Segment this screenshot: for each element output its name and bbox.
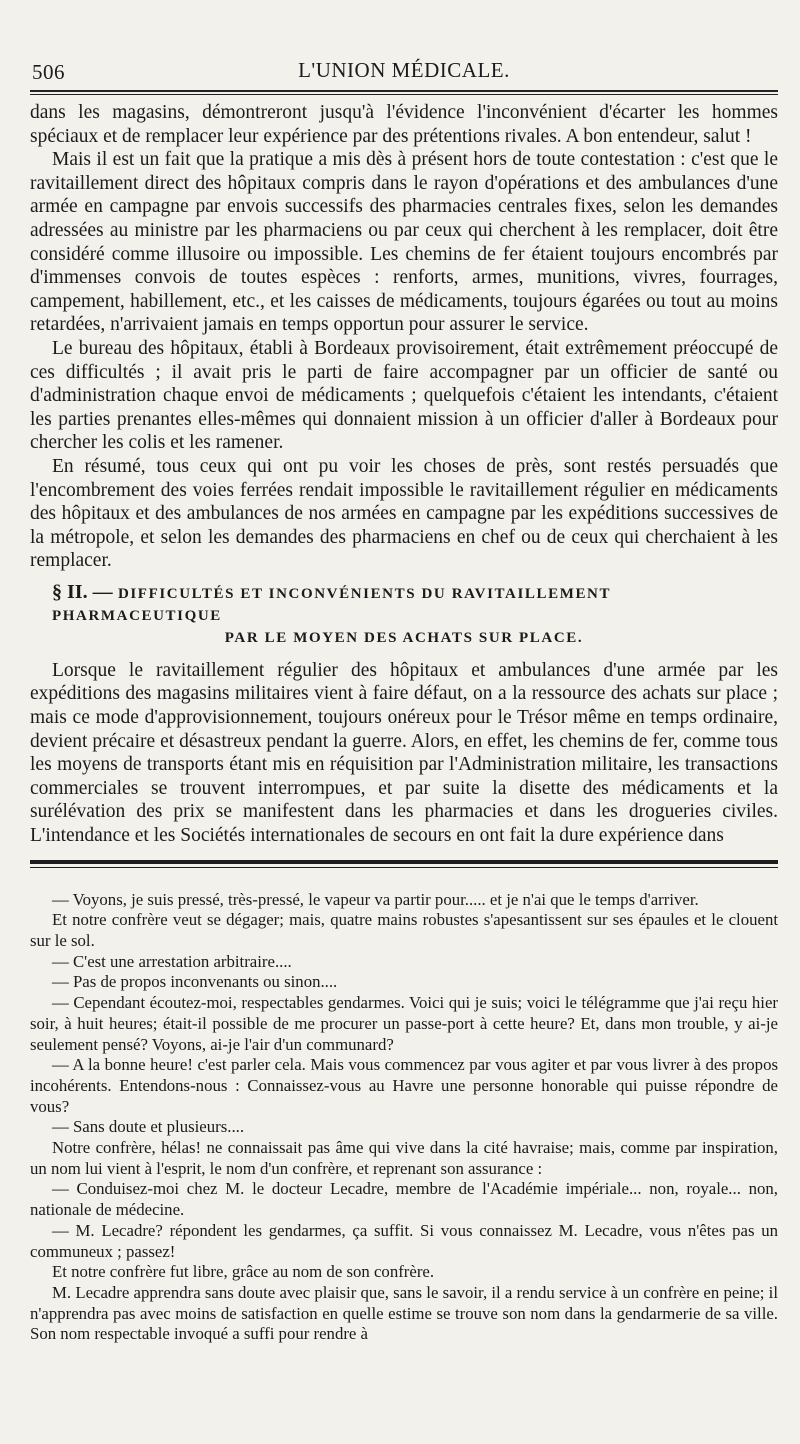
- feuilleton: [30, 890, 778, 1345]
- section-mark: § II. —: [52, 580, 113, 603]
- feuilleton-paragraph: — Conduisez-moi chez M. le docteur Lecadre, membre de l'Académie impériale... non, royale... non, nationale de médecine.: [30, 1179, 778, 1220]
- feuilleton-paragraph: Et notre confrère fut libre, grâce au nom de son confrère.: [52, 1262, 435, 1282]
- running-head: [30, 44, 778, 88]
- feuilleton-paragraph: — A la bonne heure! c'est parler cela. Mais vous commencez par vous agiter et par vous livrer à des propos incohérents. Entendons-nous : Connaissez-vous au Havre une personne honorable qui puisse répondre de vous?: [30, 1055, 778, 1116]
- feuilleton-rule: [30, 860, 778, 868]
- feuilleton-paragraph: M. Lecadre apprendra sans doute avec plaisir que, sans le savoir, il a rendu service à un confrère en peine; il n'apprendra pas avec moins de satisfaction en quelle estime se trouve son nom dans la gendarmerie de sa ville. Son nom respectable invoqué a suffi pour rendre à: [30, 1282, 778, 1344]
- section-title-line1: DIFFICULTÉS ET INCONVÉNIENTS DU RAVITAILLEMENT PHARMACEUTIQUE: [52, 585, 611, 624]
- page-number: 506: [32, 60, 65, 84]
- section-heading: [30, 581, 778, 649]
- feuilleton-paragraph: — M. Lecadre? répondent les gendarmes, ça suffit. Si vous connaissez M. Lecadre, vous n'êtes pas un communeux ; passez!: [30, 1220, 778, 1261]
- feuilleton-paragraph: Et notre confrère veut se dégager; mais, quatre mains robustes s'apesantissent sur ses épaules et le clouent sur le sol.: [30, 910, 778, 951]
- feuilleton-paragraph: Notre confrère, hélas! ne connaissait pas âme qui vive dans la cité havraise; mais, comme par inspiration, un nom lui vient à l'esprit, le nom d'un confrère, et reprenant son assurance :: [30, 1138, 778, 1178]
- paragraph: Mais il est un fait que la pratique a mis dès à présent hors de toute contestation : c'est que le ravitaillement direct des hôpitaux compris dans le rayon d'opérations et des ambulances d'une armée en campagne par envois successifs des pharmacies centrales fixes, selon les demandes adressées au ministre par les pharmaciens ou par ceux qui cherchent à les remplacer, doit être considéré comme illusoire ou impossible. Les chemins de fer étaient toujours encombrés par d'immenses convois de toutes espèces : renforts, armes, munitions, vivres, fourrages, campement, habillement, etc., et les caisses de médicaments, toujours égarées ou tout au moins retardées, n'arrivaient jamais en temps opportun pour assurer le service.: [30, 149, 778, 336]
- section-paragraph: Lorsque le ravitaillement régulier des hôpitaux et ambulances d'une armée par les expéditions des magasins militaires vient à faire défaut, on a la ressource des achats sur place ; mais ce mode d'approvisionnement, toujours onéreux pour le Trésor même en temps ordinaire, devient précaire et désastreux pendant la guerre. Alors, en effet, les chemins de fer, comme tous les moyens de transports étant mis en réquisition par l'Administration militaire, les transactions commerciales se trouvent interrompues, et par suite la disette des médicaments et la surélévation des prix se manifestent dans les pharmacies et dans les drogueries civiles. L'intendance et les Sociétés internationales de secours en ont fait la dure expérience dans: [30, 659, 778, 847]
- paragraph: Le bureau des hôpitaux, établi à Bordeaux provisoirement, était extrêmement préoccupé de ces difficultés ; il avait pris le parti de faire accompagner par un officier de santé ou d'administration chaque envoi de médicaments ; quelquefois c'étaient les intendants, c'étaient les parties prenantes elles-mêmes qui donnaient mission à un officier d'aller à Bordeaux pour chercher les colis et les ramener.: [30, 337, 778, 454]
- paragraph: dans les magasins, démontreront jusqu'à l'évidence l'inconvénient d'écarter les hommes spéciaux et de remplacer leur expérience par des prétentions rivales. A bon entendeur, salut !: [30, 102, 778, 147]
- section-title-line2: PAR LE MOYEN DES ACHATS SUR PLACE.: [224, 629, 584, 646]
- main-text: [30, 101, 778, 848]
- section-heading-line1: [30, 581, 778, 627]
- feuilleton-paragraph: — Cependant écoutez-moi, respectables gendarmes. Voici qui je suis; voici le télégramme que j'ai reçu hier soir, à huit heures; était-il possible de me procurer un passe-port à cette heure? Et, dans mon trouble, y ai-je seulement pensé? Voyons, ai-je l'air d'un communard?: [30, 993, 778, 1054]
- journal-title: L'UNION MÉDICALE.: [298, 58, 510, 82]
- feuilleton-paragraph: — Pas de propos inconvenants ou sinon....: [52, 972, 338, 992]
- paragraph: En résumé, tous ceux qui ont pu voir les choses de près, sont restés persuadés que l'encombrement des voies ferrées rendait impossible le ravitaillement régulier en médicaments des hôpitaux et des ambulances de nos armées en campagne par les expéditions successives de la métropole, et selon les demandes des pharmaciens en chef ou de ceux qui cherchaient à les remplacer.: [30, 455, 778, 572]
- feuilleton-paragraph: — Sans doute et plusieurs....: [52, 1117, 245, 1137]
- feuilleton-paragraph: — C'est une arrestation arbitraire....: [52, 951, 292, 971]
- feuilleton-paragraph: — Voyons, je suis pressé, très-pressé, le vapeur va partir pour..... et je n'ai que le temps d'arriver.: [52, 889, 699, 909]
- header-rule: [30, 90, 778, 95]
